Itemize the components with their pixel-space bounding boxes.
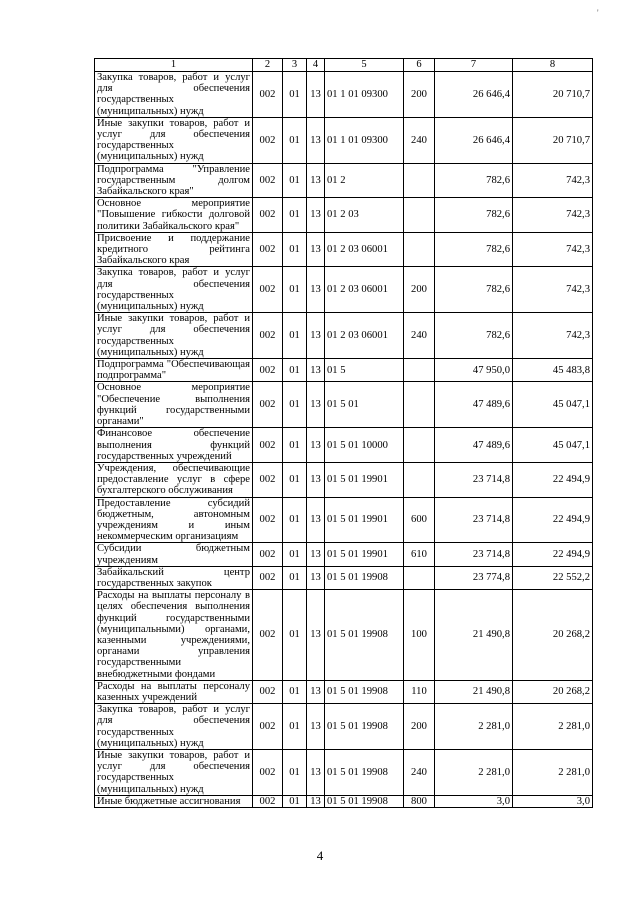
- subsection-code-cell: 13: [307, 590, 325, 681]
- header-cell: 1: [95, 59, 253, 72]
- target-article-cell: 01 1 01 09300: [325, 72, 404, 118]
- amount-col8-cell: 742,3: [513, 313, 593, 359]
- table-row: [95, 267, 593, 313]
- amount-col8-cell: 45 047,1: [513, 382, 593, 428]
- subsection-code-cell: 13: [307, 566, 325, 589]
- amount-col8-cell: 22 494,9: [513, 543, 593, 566]
- ministry-code-cell: 002: [253, 543, 283, 566]
- expense-type-cell: [404, 428, 435, 463]
- section-code-cell: 01: [283, 543, 307, 566]
- header-cell: 7: [435, 59, 513, 72]
- amount-col8-cell: 3,0: [513, 795, 593, 807]
- row-name-cell: Учреждения, обеспечивающие предоставление услуг в сфере бухгалтерского обслуживания: [95, 462, 253, 497]
- ministry-code-cell: 002: [253, 704, 283, 750]
- target-article-cell: 01 5 01 10000: [325, 428, 404, 463]
- section-code-cell: 01: [283, 590, 307, 681]
- subsection-code-cell: 13: [307, 163, 325, 198]
- amount-col7-cell: 782,6: [435, 163, 513, 198]
- expense-type-cell: 200: [404, 704, 435, 750]
- target-article-cell: 01 2 03: [325, 198, 404, 233]
- section-code-cell: 01: [283, 566, 307, 589]
- ministry-code-cell: 002: [253, 566, 283, 589]
- target-article-cell: 01 5 01: [325, 382, 404, 428]
- section-code-cell: 01: [283, 382, 307, 428]
- page-number: 4: [316, 848, 324, 863]
- subsection-code-cell: 13: [307, 313, 325, 359]
- ministry-code-cell: 002: [253, 749, 283, 795]
- row-name-cell: Иные закупки товаров, работ и услуг для обеспечения государственных (муниципальных) нужд: [95, 749, 253, 795]
- amount-col7-cell: 47 489,6: [435, 428, 513, 463]
- table-row: [95, 590, 593, 681]
- table-row: [95, 232, 593, 267]
- ministry-code-cell: 002: [253, 72, 283, 118]
- expense-type-cell: [404, 232, 435, 267]
- expense-type-cell: [404, 359, 435, 382]
- table-row: [95, 163, 593, 198]
- section-code-cell: 01: [283, 749, 307, 795]
- section-code-cell: 01: [283, 704, 307, 750]
- table-row: [95, 198, 593, 233]
- table-row: [95, 72, 593, 118]
- header-cell: 6: [404, 59, 435, 72]
- corner-mark: ': [597, 8, 599, 18]
- amount-col7-cell: 23 774,8: [435, 566, 513, 589]
- amount-col8-cell: 22 552,2: [513, 566, 593, 589]
- row-name-cell: Забайкальский центр государственных закупок: [95, 566, 253, 589]
- row-name-cell: Закупка товаров, работ и услуг для обеспечения государственных (муниципальных) нужд: [95, 72, 253, 118]
- amount-col8-cell: 20 710,7: [513, 117, 593, 163]
- amount-col8-cell: 742,3: [513, 198, 593, 233]
- ministry-code-cell: 002: [253, 462, 283, 497]
- subsection-code-cell: 13: [307, 198, 325, 233]
- amount-col7-cell: 23 714,8: [435, 543, 513, 566]
- amount-col7-cell: 47 489,6: [435, 382, 513, 428]
- row-name-cell: Расходы на выплаты персоналу казенных учреждений: [95, 680, 253, 703]
- table-row: [95, 566, 593, 589]
- row-name-cell: Подпрограмма "Управление государственным долгом Забайкальского края": [95, 163, 253, 198]
- target-article-cell: 01 1 01 09300: [325, 117, 404, 163]
- row-name-cell: Основное мероприятие "Повышение гибкости долговой политики Забайкальского края": [95, 198, 253, 233]
- target-article-cell: 01 2: [325, 163, 404, 198]
- table-row: [95, 359, 593, 382]
- ministry-code-cell: 002: [253, 590, 283, 681]
- ministry-code-cell: 002: [253, 163, 283, 198]
- amount-col7-cell: 782,6: [435, 198, 513, 233]
- header-cell: 8: [513, 59, 593, 72]
- section-code-cell: 01: [283, 428, 307, 463]
- subsection-code-cell: 13: [307, 72, 325, 118]
- table-row: [95, 428, 593, 463]
- ministry-code-cell: 002: [253, 497, 283, 543]
- ministry-code-cell: 002: [253, 232, 283, 267]
- section-code-cell: 01: [283, 462, 307, 497]
- subsection-code-cell: 13: [307, 749, 325, 795]
- target-article-cell: 01 5 01 19901: [325, 543, 404, 566]
- expense-type-cell: [404, 198, 435, 233]
- amount-col8-cell: 20 268,2: [513, 590, 593, 681]
- expense-type-cell: 200: [404, 72, 435, 118]
- section-code-cell: 01: [283, 72, 307, 118]
- amount-col7-cell: 2 281,0: [435, 749, 513, 795]
- expense-type-cell: [404, 462, 435, 497]
- section-code-cell: 01: [283, 680, 307, 703]
- amount-col8-cell: 742,3: [513, 267, 593, 313]
- target-article-cell: 01 5 01 19901: [325, 462, 404, 497]
- row-name-cell: Иные бюджетные ассигнования: [95, 795, 253, 807]
- header-cell: 5: [325, 59, 404, 72]
- subsection-code-cell: 13: [307, 117, 325, 163]
- target-article-cell: 01 5 01 19901: [325, 497, 404, 543]
- budget-table: [94, 58, 593, 808]
- subsection-code-cell: 13: [307, 795, 325, 807]
- expense-type-cell: 240: [404, 749, 435, 795]
- target-article-cell: 01 5 01 19908: [325, 680, 404, 703]
- table-row: [95, 704, 593, 750]
- expense-type-cell: [404, 163, 435, 198]
- row-name-cell: Субсидии бюджетным учреждениям: [95, 543, 253, 566]
- amount-col8-cell: 22 494,9: [513, 462, 593, 497]
- subsection-code-cell: 13: [307, 382, 325, 428]
- table-row: [95, 462, 593, 497]
- table-row: [95, 795, 593, 807]
- row-name-cell: Иные закупки товаров, работ и услуг для обеспечения государственных (муниципальных) нужд: [95, 313, 253, 359]
- amount-col7-cell: 782,6: [435, 232, 513, 267]
- subsection-code-cell: 13: [307, 428, 325, 463]
- row-name-cell: Подпрограмма "Обеспечивающая подпрограмма": [95, 359, 253, 382]
- amount-col8-cell: 2 281,0: [513, 749, 593, 795]
- amount-col8-cell: 20 268,2: [513, 680, 593, 703]
- expense-type-cell: 240: [404, 313, 435, 359]
- amount-col7-cell: 23 714,8: [435, 497, 513, 543]
- expense-type-cell: 200: [404, 267, 435, 313]
- amount-col7-cell: 782,6: [435, 313, 513, 359]
- amount-col7-cell: 26 646,4: [435, 72, 513, 118]
- amount-col8-cell: 20 710,7: [513, 72, 593, 118]
- target-article-cell: 01 5: [325, 359, 404, 382]
- amount-col7-cell: 21 490,8: [435, 680, 513, 703]
- section-code-cell: 01: [283, 232, 307, 267]
- expense-type-cell: 600: [404, 497, 435, 543]
- subsection-code-cell: 13: [307, 543, 325, 566]
- subsection-code-cell: 13: [307, 267, 325, 313]
- ministry-code-cell: 002: [253, 117, 283, 163]
- amount-col8-cell: 22 494,9: [513, 497, 593, 543]
- expense-type-cell: 610: [404, 543, 435, 566]
- amount-col7-cell: 3,0: [435, 795, 513, 807]
- row-name-cell: Финансовое обеспечение выполнения функций государственных учреждений: [95, 428, 253, 463]
- row-name-cell: Закупка товаров, работ и услуг для обеспечения государственных (муниципальных) нужд: [95, 267, 253, 313]
- ministry-code-cell: 002: [253, 198, 283, 233]
- table-row: [95, 543, 593, 566]
- table-header-row: [95, 59, 593, 72]
- target-article-cell: 01 2 03 06001: [325, 267, 404, 313]
- amount-col7-cell: 23 714,8: [435, 462, 513, 497]
- ministry-code-cell: 002: [253, 313, 283, 359]
- expense-type-cell: 800: [404, 795, 435, 807]
- target-article-cell: 01 5 01 19908: [325, 795, 404, 807]
- header-cell: 4: [307, 59, 325, 72]
- table-row: [95, 382, 593, 428]
- header-cell: 3: [283, 59, 307, 72]
- section-code-cell: 01: [283, 267, 307, 313]
- header-cell: 2: [253, 59, 283, 72]
- section-code-cell: 01: [283, 163, 307, 198]
- amount-col8-cell: 742,3: [513, 163, 593, 198]
- row-name-cell: Иные закупки товаров, работ и услуг для обеспечения государственных (муниципальных) нужд: [95, 117, 253, 163]
- ministry-code-cell: 002: [253, 680, 283, 703]
- amount-col8-cell: 45 483,8: [513, 359, 593, 382]
- section-code-cell: 01: [283, 198, 307, 233]
- section-code-cell: 01: [283, 359, 307, 382]
- row-name-cell: Основное мероприятие "Обеспечение выполнения функций государственными органами": [95, 382, 253, 428]
- subsection-code-cell: 13: [307, 704, 325, 750]
- expense-type-cell: [404, 382, 435, 428]
- amount-col8-cell: 2 281,0: [513, 704, 593, 750]
- target-article-cell: 01 5 01 19908: [325, 749, 404, 795]
- subsection-code-cell: 13: [307, 359, 325, 382]
- amount-col7-cell: 21 490,8: [435, 590, 513, 681]
- section-code-cell: 01: [283, 313, 307, 359]
- table-row: [95, 749, 593, 795]
- table-row: [95, 313, 593, 359]
- ministry-code-cell: 002: [253, 382, 283, 428]
- row-name-cell: Расходы на выплаты персоналу в целях обеспечения выполнения функций государственными (муниципальными) органами, казенными учреждениями, органами управления государственными внебюджетными фондами: [95, 590, 253, 681]
- row-name-cell: Присвоение и поддержание кредитного рейтинга Забайкальского края: [95, 232, 253, 267]
- section-code-cell: 01: [283, 795, 307, 807]
- amount-col7-cell: 782,6: [435, 267, 513, 313]
- table-row: [95, 117, 593, 163]
- target-article-cell: 01 2 03 06001: [325, 313, 404, 359]
- ministry-code-cell: 002: [253, 428, 283, 463]
- table-row: [95, 497, 593, 543]
- expense-type-cell: 110: [404, 680, 435, 703]
- target-article-cell: 01 5 01 19908: [325, 590, 404, 681]
- target-article-cell: 01 5 01 19908: [325, 704, 404, 750]
- target-article-cell: 01 2 03 06001: [325, 232, 404, 267]
- ministry-code-cell: 002: [253, 359, 283, 382]
- ministry-code-cell: 002: [253, 795, 283, 807]
- amount-col7-cell: 47 950,0: [435, 359, 513, 382]
- expense-type-cell: [404, 566, 435, 589]
- subsection-code-cell: 13: [307, 680, 325, 703]
- expense-type-cell: 100: [404, 590, 435, 681]
- section-code-cell: 01: [283, 117, 307, 163]
- table-body: [95, 72, 593, 808]
- amount-col7-cell: 2 281,0: [435, 704, 513, 750]
- section-code-cell: 01: [283, 497, 307, 543]
- subsection-code-cell: 13: [307, 232, 325, 267]
- amount-col8-cell: 742,3: [513, 232, 593, 267]
- expense-type-cell: 240: [404, 117, 435, 163]
- ministry-code-cell: 002: [253, 267, 283, 313]
- row-name-cell: Предоставление субсидий бюджетным, автономным учреждениям и иным некоммерческим организациям: [95, 497, 253, 543]
- amount-col8-cell: 45 047,1: [513, 428, 593, 463]
- amount-col7-cell: 26 646,4: [435, 117, 513, 163]
- row-name-cell: Закупка товаров, работ и услуг для обеспечения государственных (муниципальных) нужд: [95, 704, 253, 750]
- subsection-code-cell: 13: [307, 462, 325, 497]
- table-row: [95, 680, 593, 703]
- subsection-code-cell: 13: [307, 497, 325, 543]
- target-article-cell: 01 5 01 19908: [325, 566, 404, 589]
